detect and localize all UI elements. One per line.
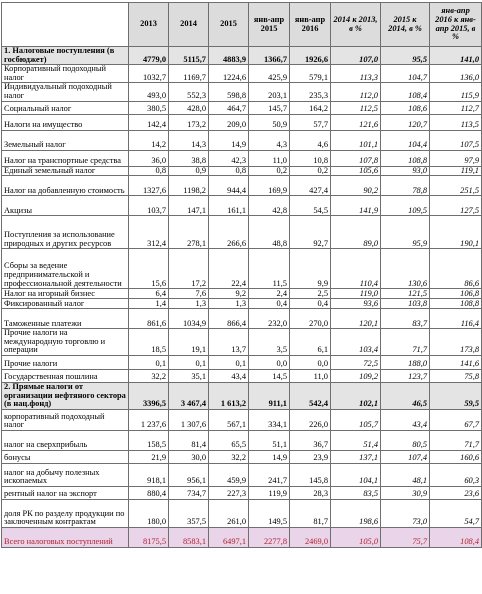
value-cell: 7,6 xyxy=(169,289,209,299)
table-row xyxy=(2,289,482,299)
table-row xyxy=(2,486,482,499)
percent-cell: 173,8 xyxy=(430,329,482,356)
column-header: 2015 к 2014, в % xyxy=(381,3,430,47)
percent-cell: 43,4 xyxy=(381,409,430,430)
percent-cell: 86,6 xyxy=(430,249,482,289)
percent-cell: 72,5 xyxy=(331,355,381,369)
value-cell: 9,2 xyxy=(209,289,249,299)
table-row xyxy=(2,249,482,289)
value-cell: 0,1 xyxy=(209,355,249,369)
row-label: корпоративный подоходный налог xyxy=(2,409,129,430)
header-row xyxy=(2,3,482,47)
percent-cell: 112,5 xyxy=(331,101,381,114)
percent-cell: 108,6 xyxy=(381,101,430,114)
value-cell: 1926,6 xyxy=(290,47,331,65)
value-cell: 149,5 xyxy=(249,499,290,527)
value-cell: 11,0 xyxy=(249,150,290,166)
table-row xyxy=(2,83,482,101)
percent-cell: 121,5 xyxy=(381,289,430,299)
percent-cell: 107,8 xyxy=(331,150,381,166)
value-cell: 35,1 xyxy=(169,369,209,382)
value-cell: 1198,2 xyxy=(169,176,209,196)
percent-cell: 104,4 xyxy=(381,130,430,150)
table-row xyxy=(2,309,482,329)
percent-cell: 107,0 xyxy=(331,47,381,65)
value-cell: 203,1 xyxy=(249,83,290,101)
percent-cell: 104,1 xyxy=(331,463,381,486)
value-cell: 911,1 xyxy=(249,382,290,409)
value-cell: 0,0 xyxy=(290,355,331,369)
value-cell: 119,9 xyxy=(249,486,290,499)
value-cell: 32,2 xyxy=(129,369,169,382)
percent-cell: 78,8 xyxy=(381,176,430,196)
percent-cell: 123,7 xyxy=(381,369,430,382)
table-row xyxy=(2,130,482,150)
table-row xyxy=(2,409,482,430)
table-body xyxy=(2,3,482,548)
percent-cell: 101,1 xyxy=(331,130,381,150)
value-cell: 235,3 xyxy=(290,83,331,101)
value-cell: 10,8 xyxy=(290,150,331,166)
percent-cell: 106,8 xyxy=(430,289,482,299)
value-cell: 161,1 xyxy=(209,196,249,216)
table-row xyxy=(2,114,482,130)
table-row xyxy=(2,101,482,114)
column-header: янв-апр 2016 xyxy=(290,3,331,47)
value-cell: 32,2 xyxy=(209,450,249,463)
column-header: 2013 xyxy=(129,3,169,47)
percent-cell: 109,5 xyxy=(381,196,430,216)
value-cell: 6,1 xyxy=(290,329,331,356)
value-cell: 4779,0 xyxy=(129,47,169,65)
value-cell: 567,1 xyxy=(209,409,249,430)
value-cell: 209,0 xyxy=(209,114,249,130)
percent-cell: 59,5 xyxy=(430,382,482,409)
percent-cell: 160,6 xyxy=(430,450,482,463)
percent-cell: 251,5 xyxy=(430,176,482,196)
value-cell: 18,5 xyxy=(129,329,169,356)
value-cell: 334,1 xyxy=(249,409,290,430)
value-cell: 0,9 xyxy=(169,166,209,176)
value-cell: 8175,5 xyxy=(129,527,169,547)
value-cell: 1224,6 xyxy=(209,65,249,83)
value-cell: 11,5 xyxy=(249,249,290,289)
percent-cell: 97,9 xyxy=(430,150,482,166)
percent-cell: 136,0 xyxy=(430,65,482,83)
percent-cell: 48,1 xyxy=(381,463,430,486)
value-cell: 2469,0 xyxy=(290,527,331,547)
value-cell: 158,5 xyxy=(129,430,169,450)
percent-cell: 93,6 xyxy=(331,299,381,309)
value-cell: 142,4 xyxy=(129,114,169,130)
table-row xyxy=(2,176,482,196)
value-cell: 6497,1 xyxy=(209,527,249,547)
value-cell: 1 613,2 xyxy=(209,382,249,409)
value-cell: 227,3 xyxy=(209,486,249,499)
percent-cell: 120,7 xyxy=(381,114,430,130)
value-cell: 2,5 xyxy=(290,289,331,299)
table-row xyxy=(2,430,482,450)
section-row xyxy=(2,47,482,65)
value-cell: 81,7 xyxy=(290,499,331,527)
value-cell: 0,4 xyxy=(290,299,331,309)
value-cell: 5115,7 xyxy=(169,47,209,65)
row-label: Акцизы xyxy=(2,196,129,216)
percent-cell: 120,1 xyxy=(331,309,381,329)
row-label: Сборы за ведение предпринимательской и профессиональной деятельности xyxy=(2,249,129,289)
value-cell: 0,1 xyxy=(129,355,169,369)
value-cell: 14,9 xyxy=(209,130,249,150)
percent-cell: 115,9 xyxy=(430,83,482,101)
percent-cell: 113,3 xyxy=(331,65,381,83)
row-label: Фиксированный налог xyxy=(2,299,129,309)
value-cell: 147,1 xyxy=(169,196,209,216)
value-cell: 880,4 xyxy=(129,486,169,499)
value-cell: 428,0 xyxy=(169,101,209,114)
percent-cell: 108,8 xyxy=(381,150,430,166)
percent-cell: 121,6 xyxy=(331,114,381,130)
value-cell: 38,8 xyxy=(169,150,209,166)
value-cell: 9,9 xyxy=(290,249,331,289)
value-cell: 1,3 xyxy=(169,299,209,309)
percent-cell: 108,4 xyxy=(430,527,482,547)
value-cell: 43,4 xyxy=(209,369,249,382)
header-corner xyxy=(2,3,129,47)
row-label: налог на сверхприбыль xyxy=(2,430,129,450)
value-cell: 0,8 xyxy=(209,166,249,176)
value-cell: 598,8 xyxy=(209,83,249,101)
percent-cell: 30,9 xyxy=(381,486,430,499)
value-cell: 0,2 xyxy=(290,166,331,176)
percent-cell: 141,6 xyxy=(430,355,482,369)
value-cell: 1,4 xyxy=(129,299,169,309)
value-cell: 92,7 xyxy=(290,216,331,249)
value-cell: 173,2 xyxy=(169,114,209,130)
value-cell: 861,6 xyxy=(129,309,169,329)
value-cell: 1366,7 xyxy=(249,47,290,65)
value-cell: 180,0 xyxy=(129,499,169,527)
percent-cell: 105,6 xyxy=(331,166,381,176)
value-cell: 51,1 xyxy=(249,430,290,450)
value-cell: 4,6 xyxy=(290,130,331,150)
table-row xyxy=(2,463,482,486)
value-cell: 464,7 xyxy=(209,101,249,114)
value-cell: 14,3 xyxy=(169,130,209,150)
value-cell: 0,0 xyxy=(249,355,290,369)
row-label: Налог на игорный бизнес xyxy=(2,289,129,299)
column-header: 2014 xyxy=(169,3,209,47)
value-cell: 17,2 xyxy=(169,249,209,289)
value-cell: 8583,1 xyxy=(169,527,209,547)
value-cell: 944,4 xyxy=(209,176,249,196)
value-cell: 734,7 xyxy=(169,486,209,499)
value-cell: 3396,5 xyxy=(129,382,169,409)
percent-cell: 119,1 xyxy=(430,166,482,176)
table-row xyxy=(2,355,482,369)
row-label: Единый земельный налог xyxy=(2,166,129,176)
section-row xyxy=(2,382,482,409)
row-label: Прочие налоги xyxy=(2,355,129,369)
value-cell: 145,8 xyxy=(290,463,331,486)
row-label: Таможенные платежи xyxy=(2,309,129,329)
value-cell: 1169,7 xyxy=(169,65,209,83)
percent-cell: 141,0 xyxy=(430,47,482,65)
column-header: 2014 к 2013, в % xyxy=(331,3,381,47)
value-cell: 22,4 xyxy=(209,249,249,289)
table-row xyxy=(2,150,482,166)
value-cell: 54,5 xyxy=(290,196,331,216)
table-row xyxy=(2,329,482,356)
row-label: Налог на транспортные средства xyxy=(2,150,129,166)
percent-cell: 127,5 xyxy=(430,196,482,216)
value-cell: 81,4 xyxy=(169,430,209,450)
value-cell: 232,0 xyxy=(249,309,290,329)
percent-cell: 102,1 xyxy=(331,382,381,409)
value-cell: 19,1 xyxy=(169,329,209,356)
row-label: налог на добычу полезных ископаемых xyxy=(2,463,129,486)
value-cell: 0,1 xyxy=(169,355,209,369)
column-header: янв-апр 2016 к янв-апр 2015, в % xyxy=(430,3,482,47)
value-cell: 21,9 xyxy=(129,450,169,463)
percent-cell: 89,0 xyxy=(331,216,381,249)
value-cell: 3 467,4 xyxy=(169,382,209,409)
row-label: Социальный налог xyxy=(2,101,129,114)
percent-cell: 90,2 xyxy=(331,176,381,196)
value-cell: 42,3 xyxy=(209,150,249,166)
row-label: Всего налоговых поступлений xyxy=(2,527,129,547)
value-cell: 23,9 xyxy=(290,450,331,463)
percent-cell: 54,7 xyxy=(430,499,482,527)
value-cell: 0,8 xyxy=(129,166,169,176)
column-header: янв-апр 2015 xyxy=(249,3,290,47)
row-label: Корпоративный подоходный налог xyxy=(2,65,129,83)
column-header: 2015 xyxy=(209,3,249,47)
total-row xyxy=(2,527,482,547)
percent-cell: 130,6 xyxy=(381,249,430,289)
row-label: бонусы xyxy=(2,450,129,463)
percent-cell: 109,2 xyxy=(331,369,381,382)
value-cell: 1032,7 xyxy=(129,65,169,83)
table-row xyxy=(2,299,482,309)
value-cell: 552,3 xyxy=(169,83,209,101)
value-cell: 48,8 xyxy=(249,216,290,249)
value-cell: 459,9 xyxy=(209,463,249,486)
percent-cell: 83,7 xyxy=(381,309,430,329)
row-label: 2. Прямые налоги от организации нефтяного сектора (в нац.фонд) xyxy=(2,382,129,409)
percent-cell: 23,6 xyxy=(430,486,482,499)
value-cell: 1327,6 xyxy=(129,176,169,196)
row-label: Прочие налоги на международную торговлю и операции xyxy=(2,329,129,356)
percent-cell: 95,5 xyxy=(381,47,430,65)
value-cell: 0,4 xyxy=(249,299,290,309)
value-cell: 14,5 xyxy=(249,369,290,382)
percent-cell: 113,5 xyxy=(430,114,482,130)
percent-cell: 112,0 xyxy=(331,83,381,101)
row-label: Индивидуальный подоходный налог xyxy=(2,83,129,101)
row-label: Налоги на имущество xyxy=(2,114,129,130)
value-cell: 956,1 xyxy=(169,463,209,486)
percent-cell: 95,9 xyxy=(381,216,430,249)
row-label: Земельный налог xyxy=(2,130,129,150)
value-cell: 3,5 xyxy=(249,329,290,356)
table-row xyxy=(2,450,482,463)
percent-cell: 107,5 xyxy=(430,130,482,150)
percent-cell: 137,1 xyxy=(331,450,381,463)
percent-cell: 83,5 xyxy=(331,486,381,499)
percent-cell: 105,0 xyxy=(331,527,381,547)
percent-cell: 198,6 xyxy=(331,499,381,527)
row-label: рентный налог на экспорт xyxy=(2,486,129,499)
value-cell: 57,7 xyxy=(290,114,331,130)
percent-cell: 119,0 xyxy=(331,289,381,299)
value-cell: 266,6 xyxy=(209,216,249,249)
percent-cell: 75,7 xyxy=(381,527,430,547)
table-row xyxy=(2,216,482,249)
percent-cell: 112,7 xyxy=(430,101,482,114)
value-cell: 918,1 xyxy=(129,463,169,486)
percent-cell: 105,7 xyxy=(331,409,381,430)
percent-cell: 71,7 xyxy=(381,329,430,356)
percent-cell: 103,4 xyxy=(331,329,381,356)
percent-cell: 67,7 xyxy=(430,409,482,430)
value-cell: 226,0 xyxy=(290,409,331,430)
value-cell: 11,0 xyxy=(290,369,331,382)
value-cell: 14,9 xyxy=(249,450,290,463)
percent-cell: 71,7 xyxy=(430,430,482,450)
row-label: доля РК по разделу продукции по заключенным контрактам xyxy=(2,499,129,527)
value-cell: 493,0 xyxy=(129,83,169,101)
value-cell: 15,6 xyxy=(129,249,169,289)
value-cell: 4883,9 xyxy=(209,47,249,65)
row-label: Налог на добавленную стоимость xyxy=(2,176,129,196)
value-cell: 1 237,6 xyxy=(129,409,169,430)
value-cell: 65,5 xyxy=(209,430,249,450)
percent-cell: 103,8 xyxy=(381,299,430,309)
value-cell: 2,4 xyxy=(249,289,290,299)
value-cell: 36,7 xyxy=(290,430,331,450)
table-row xyxy=(2,196,482,216)
value-cell: 2277,8 xyxy=(249,527,290,547)
value-cell: 1,3 xyxy=(209,299,249,309)
percent-cell: 188,0 xyxy=(381,355,430,369)
percent-cell: 60,3 xyxy=(430,463,482,486)
value-cell: 0,2 xyxy=(249,166,290,176)
value-cell: 164,2 xyxy=(290,101,331,114)
value-cell: 1034,9 xyxy=(169,309,209,329)
value-cell: 542,4 xyxy=(290,382,331,409)
table-row xyxy=(2,369,482,382)
value-cell: 427,4 xyxy=(290,176,331,196)
value-cell: 169,9 xyxy=(249,176,290,196)
value-cell: 14,2 xyxy=(129,130,169,150)
value-cell: 1 307,6 xyxy=(169,409,209,430)
tax-revenue-table-container xyxy=(1,2,481,548)
value-cell: 28,3 xyxy=(290,486,331,499)
value-cell: 866,4 xyxy=(209,309,249,329)
value-cell: 103,7 xyxy=(129,196,169,216)
value-cell: 50,9 xyxy=(249,114,290,130)
percent-cell: 110,4 xyxy=(331,249,381,289)
value-cell: 145,7 xyxy=(249,101,290,114)
percent-cell: 51,4 xyxy=(331,430,381,450)
table-row xyxy=(2,499,482,527)
value-cell: 30,0 xyxy=(169,450,209,463)
percent-cell: 107,4 xyxy=(381,450,430,463)
value-cell: 42,8 xyxy=(249,196,290,216)
percent-cell: 80,5 xyxy=(381,430,430,450)
value-cell: 13,7 xyxy=(209,329,249,356)
value-cell: 270,0 xyxy=(290,309,331,329)
percent-cell: 73,0 xyxy=(381,499,430,527)
percent-cell: 141,9 xyxy=(331,196,381,216)
value-cell: 241,7 xyxy=(249,463,290,486)
value-cell: 380,5 xyxy=(129,101,169,114)
percent-cell: 75,8 xyxy=(430,369,482,382)
percent-cell: 116,4 xyxy=(430,309,482,329)
percent-cell: 108,4 xyxy=(381,83,430,101)
row-label: Поступления за использование природных и других ресурсов xyxy=(2,216,129,249)
value-cell: 4,3 xyxy=(249,130,290,150)
tax-revenue-table xyxy=(1,2,482,548)
value-cell: 36,0 xyxy=(129,150,169,166)
value-cell: 579,1 xyxy=(290,65,331,83)
percent-cell: 104,7 xyxy=(381,65,430,83)
table-row xyxy=(2,65,482,83)
value-cell: 6,4 xyxy=(129,289,169,299)
percent-cell: 108,8 xyxy=(430,299,482,309)
value-cell: 278,1 xyxy=(169,216,209,249)
value-cell: 357,5 xyxy=(169,499,209,527)
percent-cell: 46,5 xyxy=(381,382,430,409)
row-label: Государственная пошлина xyxy=(2,369,129,382)
value-cell: 425,9 xyxy=(249,65,290,83)
table-row xyxy=(2,166,482,176)
value-cell: 312,4 xyxy=(129,216,169,249)
percent-cell: 190,1 xyxy=(430,216,482,249)
row-label: 1. Налоговые поступления (в госбюджет) xyxy=(2,47,129,65)
value-cell: 261,0 xyxy=(209,499,249,527)
percent-cell: 93,0 xyxy=(381,166,430,176)
